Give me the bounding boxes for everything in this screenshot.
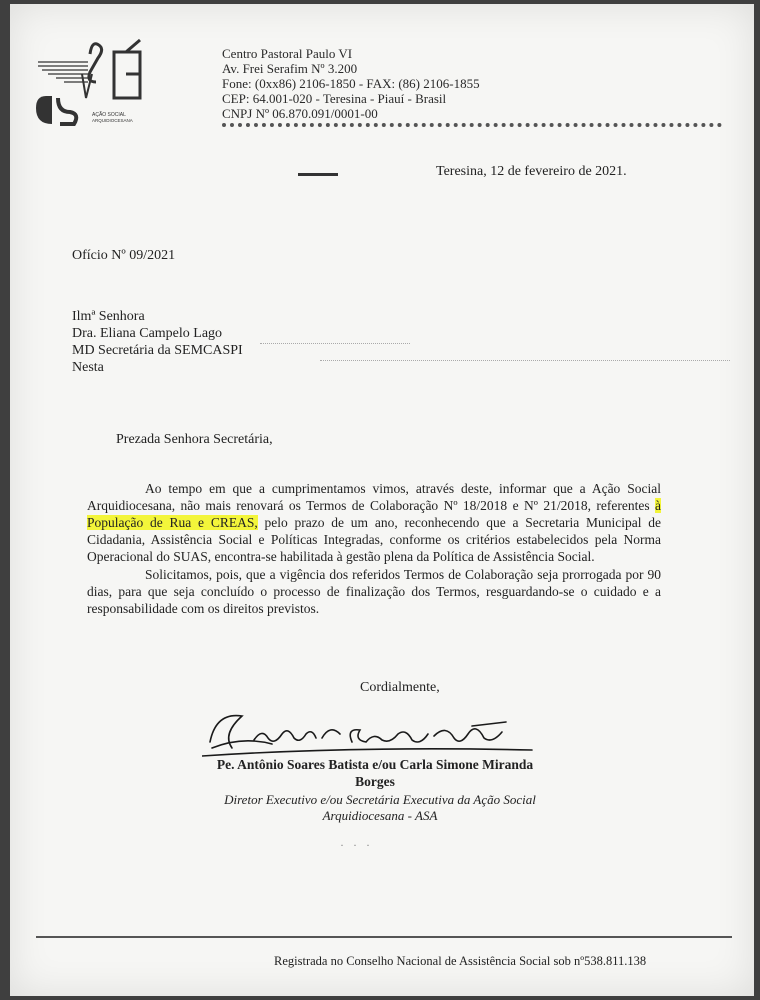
letterhead-phone: Fone: (0xx86) 2106-1850 - FAX: (86) 2106-1855 — [222, 76, 480, 91]
letter-body — [87, 480, 661, 618]
letterhead — [222, 46, 480, 121]
recipient-title: Ilmª Senhora — [72, 309, 145, 324]
faint-marks: · · · — [340, 838, 373, 852]
logo-caption-2: ARQUIDIOCESANA — [92, 118, 133, 123]
dotted-line — [260, 343, 410, 344]
recipient-locality: Nesta — [72, 360, 104, 375]
letter-page — [10, 4, 754, 996]
footer-registration: Registrada no Conselho Nacional de Assistência Social sob nº538.811.138 — [274, 954, 647, 968]
dotted-line — [320, 360, 730, 361]
salutation: Prezada Senhora Secretária, — [116, 432, 273, 447]
signer-names: Pe. Antônio Soares Batista e/ou Carla Simone Miranda Borges — [216, 757, 534, 789]
highlighted-text: à População de Rua e CREAS, — [87, 498, 661, 530]
date-dash — [298, 173, 338, 176]
paragraph-1: Ao tempo em que a cumprimentamos vimos, através deste, informar que a Ação Social Arquidiocesana, não mais renovará os Termos de Colaboração Nº 18/2018 e Nº 21/2018, referentes à População de Rua e CREAS, pelo prazo de um ano, reconhecendo que a Secretaria Municipal de Cidadania, Assistência Social e Políticas Integradas, conforme os critérios estabelecidos pela Norma Operacional do SUAS, encontra-se habilitada à gestão plena da Política de Assistência Social. — [87, 481, 661, 564]
letterhead-name: Centro Pastoral Paulo VI — [222, 46, 353, 61]
recipient-office: MD Secretária da SEMCASPI — [72, 343, 243, 358]
handwritten-signature — [202, 704, 542, 764]
signer-role: Diretor Executivo e/ou Secretária Executiva da Ação Social Arquidiocesana - ASA — [224, 792, 536, 823]
letterhead-cnpj: CNPJ Nº 06.870.091/0001-00 — [222, 106, 378, 121]
closing: Cordialmente, — [360, 680, 440, 695]
letterhead-address: Av. Frei Serafim Nº 3.200 — [222, 61, 358, 76]
footer-divider — [36, 936, 732, 938]
paragraph-2: Solicitamos, pois, que a vigência dos referidos Termos de Colaboração seja prorrogada por 90 dias, para que seja concluído o processo de finalização dos Termos, resguardando-se o cuidado e a responsabilidade com os direitos previstos. — [87, 567, 661, 616]
letter-date: Teresina, 12 de fevereiro de 2021. — [436, 164, 627, 179]
asa-logo-icon — [30, 34, 160, 134]
oficio-number: Ofício Nº 09/2021 — [72, 248, 176, 263]
recipient-name: Dra. Eliana Campelo Lago — [72, 326, 223, 341]
letterhead-cep: CEP: 64.001-020 - Teresina - Piauí - Brasil — [222, 91, 447, 106]
logo-caption-1: AÇÃO SOCIAL — [92, 112, 126, 118]
letterhead-divider — [222, 123, 722, 127]
recipient-block — [72, 308, 243, 376]
